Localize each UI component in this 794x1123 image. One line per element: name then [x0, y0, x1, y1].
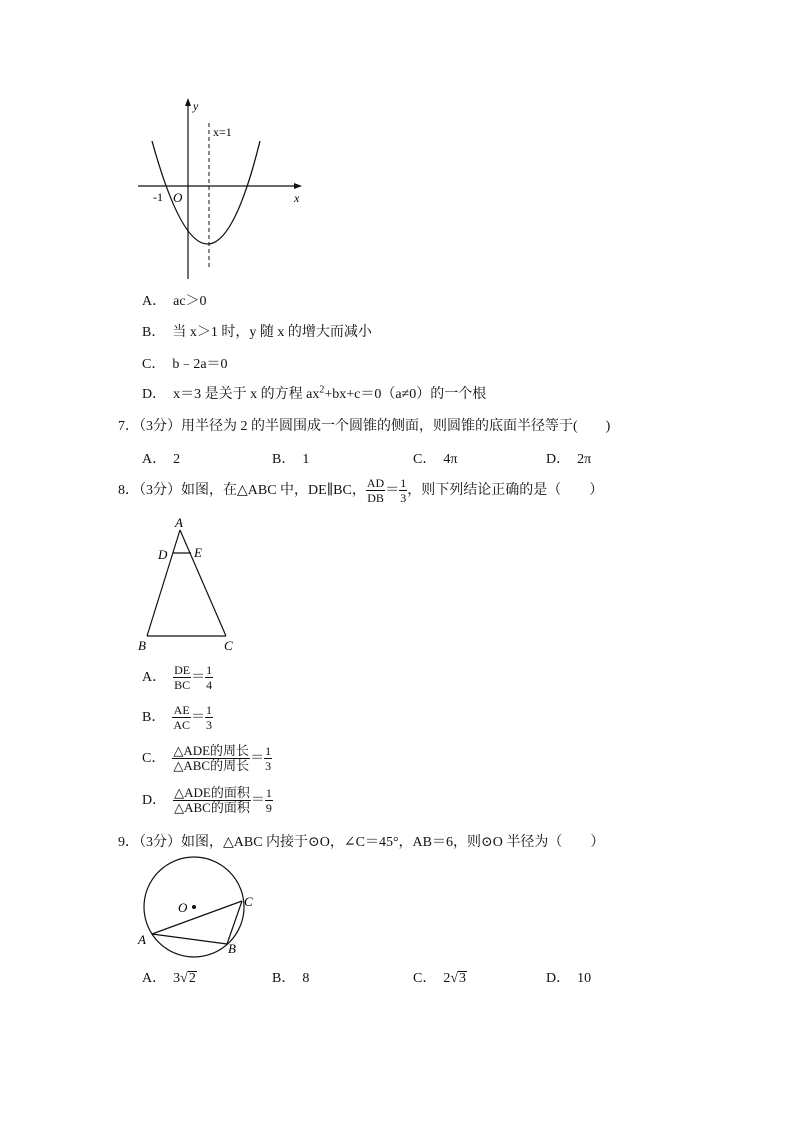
q8-option-d[interactable] — [142, 783, 273, 819]
option-fraction: $\frac{\text{△ADE的周长}}{\text{△ABC的周长}}$ — [173, 743, 250, 774]
center-label: O — [178, 900, 188, 915]
vertex-a: A — [175, 515, 183, 530]
q9-option-b[interactable] — [272, 967, 309, 987]
parabola-figure — [130, 95, 310, 285]
vertex-b: B — [138, 638, 146, 653]
x-axis-arrow — [294, 183, 302, 189]
symmetry-label: x=1 — [213, 125, 232, 139]
triangle-figure — [130, 513, 250, 655]
option-label: A． — [142, 452, 167, 467]
option-fraction: $\frac{AE}{AC}$ — [173, 703, 191, 733]
q8-option-a[interactable] — [142, 660, 213, 696]
q9-stem: 9．（3分）如图，△ABC 内接于⊙O，∠C＝45°，AB＝6，则⊙O 半径为（ ） — [118, 835, 605, 850]
point-c: C — [244, 894, 253, 909]
q6-option-b[interactable] — [142, 321, 372, 341]
center-dot — [192, 905, 196, 909]
neg-one-label: -1 — [153, 190, 163, 204]
option-value: 2 — [173, 452, 181, 467]
chord-ab — [152, 934, 227, 944]
q6-option-c[interactable] — [142, 353, 228, 373]
point-e: E — [194, 545, 202, 560]
option-text: ac＞0 — [173, 294, 207, 309]
q8-stem-pre: 8．（3分）如图，在△ABC 中，DE∥BC， — [118, 483, 366, 498]
option-value: 1 — [302, 452, 310, 467]
equals: ＝ — [250, 751, 265, 766]
q7-option-b[interactable] — [272, 448, 309, 468]
side-ab — [147, 530, 180, 636]
exponent: 2 — [319, 384, 325, 396]
sqrt-sign: √ — [180, 971, 188, 986]
sqrt-sign: √ — [450, 971, 459, 986]
y-axis-arrow — [185, 98, 191, 106]
option-fraction: $\frac{\text{△ADE的面积}}{\text{△ABC的面积}}$ — [174, 785, 250, 816]
option-label: D． — [142, 793, 167, 808]
option-value-fraction: $\frac{1}{9}$ — [265, 786, 272, 816]
option-label: A． — [142, 670, 167, 685]
option-value-fraction: $\frac{1}{3}$ — [265, 744, 272, 774]
option-text-cont: +bx+c＝0（a≠0）的一个根 — [324, 387, 487, 402]
option-label: B． — [142, 325, 166, 340]
option-text: b﹣2a＝0 — [172, 357, 228, 372]
radicand: 3 — [459, 971, 467, 986]
radicand: 2 — [188, 971, 196, 986]
option-value-fraction: $\frac{1}{3}$ — [206, 703, 213, 733]
option-label: C． — [413, 971, 437, 986]
q7-option-a[interactable] — [142, 448, 180, 468]
option-value-fraction: $\frac{1}{4}$ — [206, 663, 213, 693]
equals: ＝ — [250, 793, 265, 808]
q8-option-c[interactable] — [142, 741, 272, 777]
option-text: x＝3 是关于 x 的方程 ax — [173, 387, 320, 402]
q8-stem-post: ，则下列结论正确的是（ ） — [407, 483, 604, 498]
equals: ＝ — [191, 710, 206, 725]
parabola-curve — [152, 141, 260, 244]
origin-label: O — [173, 190, 183, 205]
equals: ＝ — [385, 483, 400, 498]
q8-option-b[interactable] — [142, 700, 213, 736]
point-a: A — [138, 932, 146, 947]
coefficient: 3 — [173, 971, 181, 986]
coefficient: 2 — [443, 971, 451, 986]
q9-option-c[interactable] — [413, 967, 467, 987]
option-fraction: $\frac{DE}{BC}$ — [174, 663, 191, 693]
option-label: A． — [142, 294, 167, 309]
y-axis-label: y — [193, 99, 199, 113]
option-label: D． — [142, 387, 167, 402]
option-label: B． — [272, 452, 296, 467]
option-value: 2π — [577, 452, 592, 467]
side-ac — [180, 530, 226, 636]
one-third-fraction: $\frac{1}{3}$ — [400, 476, 407, 506]
q7-stem: 7．（3分）用半径为 2 的半圆围成一个圆锥的侧面，则圆锥的底面半径等于( ) — [118, 419, 611, 434]
q6-option-d[interactable] — [142, 383, 486, 403]
option-label: B． — [142, 710, 166, 725]
option-value: 8 — [302, 971, 310, 986]
q7-option-d[interactable] — [546, 448, 591, 468]
vertex-c: C — [224, 638, 233, 653]
q7-option-c[interactable] — [413, 448, 457, 468]
option-value: 4π — [443, 452, 458, 467]
option-label: C． — [142, 357, 166, 372]
q6-option-a[interactable] — [142, 290, 207, 310]
option-value: 10 — [577, 971, 592, 986]
chord-bc — [227, 901, 242, 944]
point-b: B — [228, 941, 236, 956]
chord-ac — [152, 901, 242, 934]
q9-option-d[interactable] — [546, 967, 591, 987]
option-label: B． — [272, 971, 296, 986]
option-label: D． — [546, 971, 571, 986]
circle-figure — [132, 855, 267, 960]
option-text: 当 x＞1 时，y 随 x 的增大而减小 — [172, 325, 372, 340]
option-label: A． — [142, 971, 167, 986]
q9-option-a[interactable] — [142, 967, 197, 987]
ad-db-fraction: $\frac{AD}{DB}$ — [366, 476, 385, 506]
q8-stem — [118, 473, 603, 509]
x-axis-label: x — [294, 191, 300, 205]
point-d: D — [158, 547, 168, 562]
option-label: C． — [142, 751, 166, 766]
option-label: C． — [413, 452, 437, 467]
equals: ＝ — [191, 670, 206, 685]
option-label: D． — [546, 452, 571, 467]
